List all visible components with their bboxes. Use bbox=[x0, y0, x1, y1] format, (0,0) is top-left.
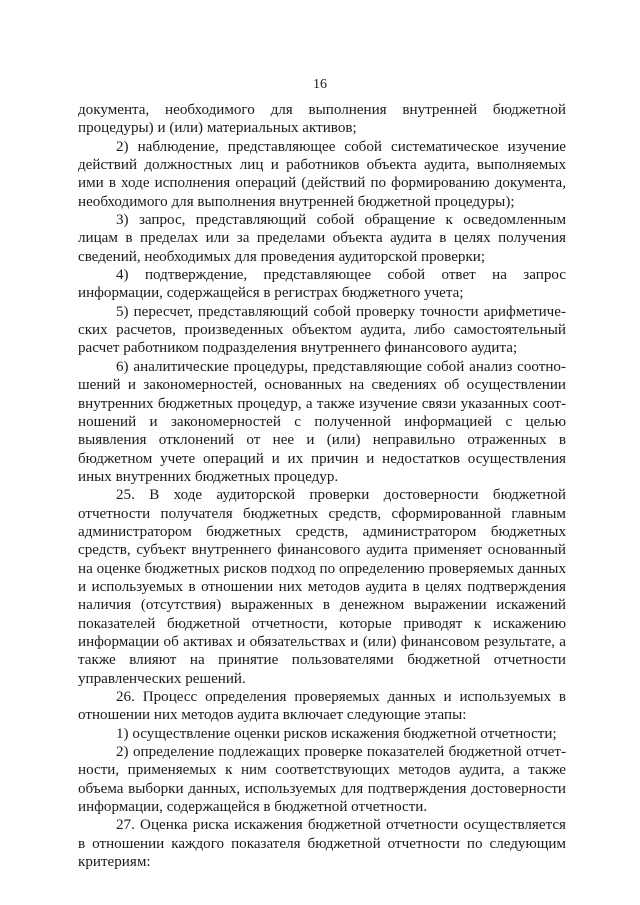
paragraph-continuation: документа, необходимого для выполнения внутренней бюджетной процедуры) и (или) материальных активов; bbox=[78, 102, 566, 137]
paragraph-method-analytical: 6) аналитические процедуры, представляющие собой анализ соотношений и закономерностей, основанных на сведениях об осуществлении внутренних бюджетных процедур, а также изучение связи указанных соотношений и закономерностей с полученной информацией с целью выявления отклонений от нее и (или) неправильно отраженных в бюджетном учете операций и их причин и недостатков осуществления иных внутренних бюджетных процедур. bbox=[78, 358, 566, 485]
paragraph-clause-27: 27. Оценка риска искажения бюджетной отчетности осуществляется в отношении каждого показателя бюджетной отчетности по следующим критериям: bbox=[78, 817, 566, 871]
paragraph-method-confirmation: 4) подтверждение, представляющее собой ответ на запрос информации, содержащейся в регистрах бюджетного учета; bbox=[78, 267, 566, 302]
paragraph-stage-2: 2) определение подлежащих проверке показателей бюджетной отчетности, применяемых к ним соответствующих методов аудита, а также объема выборки данных, используемых для подтверждения достоверности информации, содержащейся в бюджетной отчетности. bbox=[78, 744, 566, 816]
paragraph-method-recalculation: 5) пересчет, представляющий собой проверку точности арифметических расчетов, произведенных объектом аудита, либо самостоятельный расчет работником подразделения внутреннего финансового аудита; bbox=[78, 303, 566, 357]
paragraph-method-inquiry: 3) запрос, представляющий собой обращение к осведомленным лицам в пределах или за пределами объекта аудита в целях получения сведений, необходимых для проведения аудиторской проверки; bbox=[78, 212, 566, 265]
document-text bbox=[78, 101, 566, 871]
paragraph-clause-26: 26. Процесс определения проверяемых данных и используемых в отношении них методов аудита включает следующие этапы: bbox=[78, 689, 566, 724]
paragraph-clause-25: 25. В ходе аудиторской проверки достоверности бюджетной отчетности получателя бюджетных средств, сформированной главным администратором бюджетных средств, администратором бюджетных средств, субъект внутреннего финансового аудита применяет основанный на оценке бюджетных рисков подход по определению проверяемых данных и используемых в отношении них методов аудита в целях подтверждения наличия (отсутствия) выраженных в денежном выражении искажений показателей бюджетной отчетности, которые приводят к искажению информации об активах и обязательствах и (или) финансовом результате, а также влияют на принятие пользователями бюджетной отчетности управленческих решений. bbox=[78, 487, 566, 687]
page-number: 16 bbox=[313, 77, 327, 92]
paragraph-method-observation: 2) наблюдение, представляющее собой систематическое изучение действий должностных лиц и работников объекта аудита, выполняемых ими в ходе исполнения операций (действий по формированию документа, необходимого для выполнения внутренней бюджетной процедуры); bbox=[78, 138, 566, 210]
paragraph-stage-1: 1) осуществление оценки рисков искажения бюджетной отчетности; bbox=[116, 725, 557, 742]
